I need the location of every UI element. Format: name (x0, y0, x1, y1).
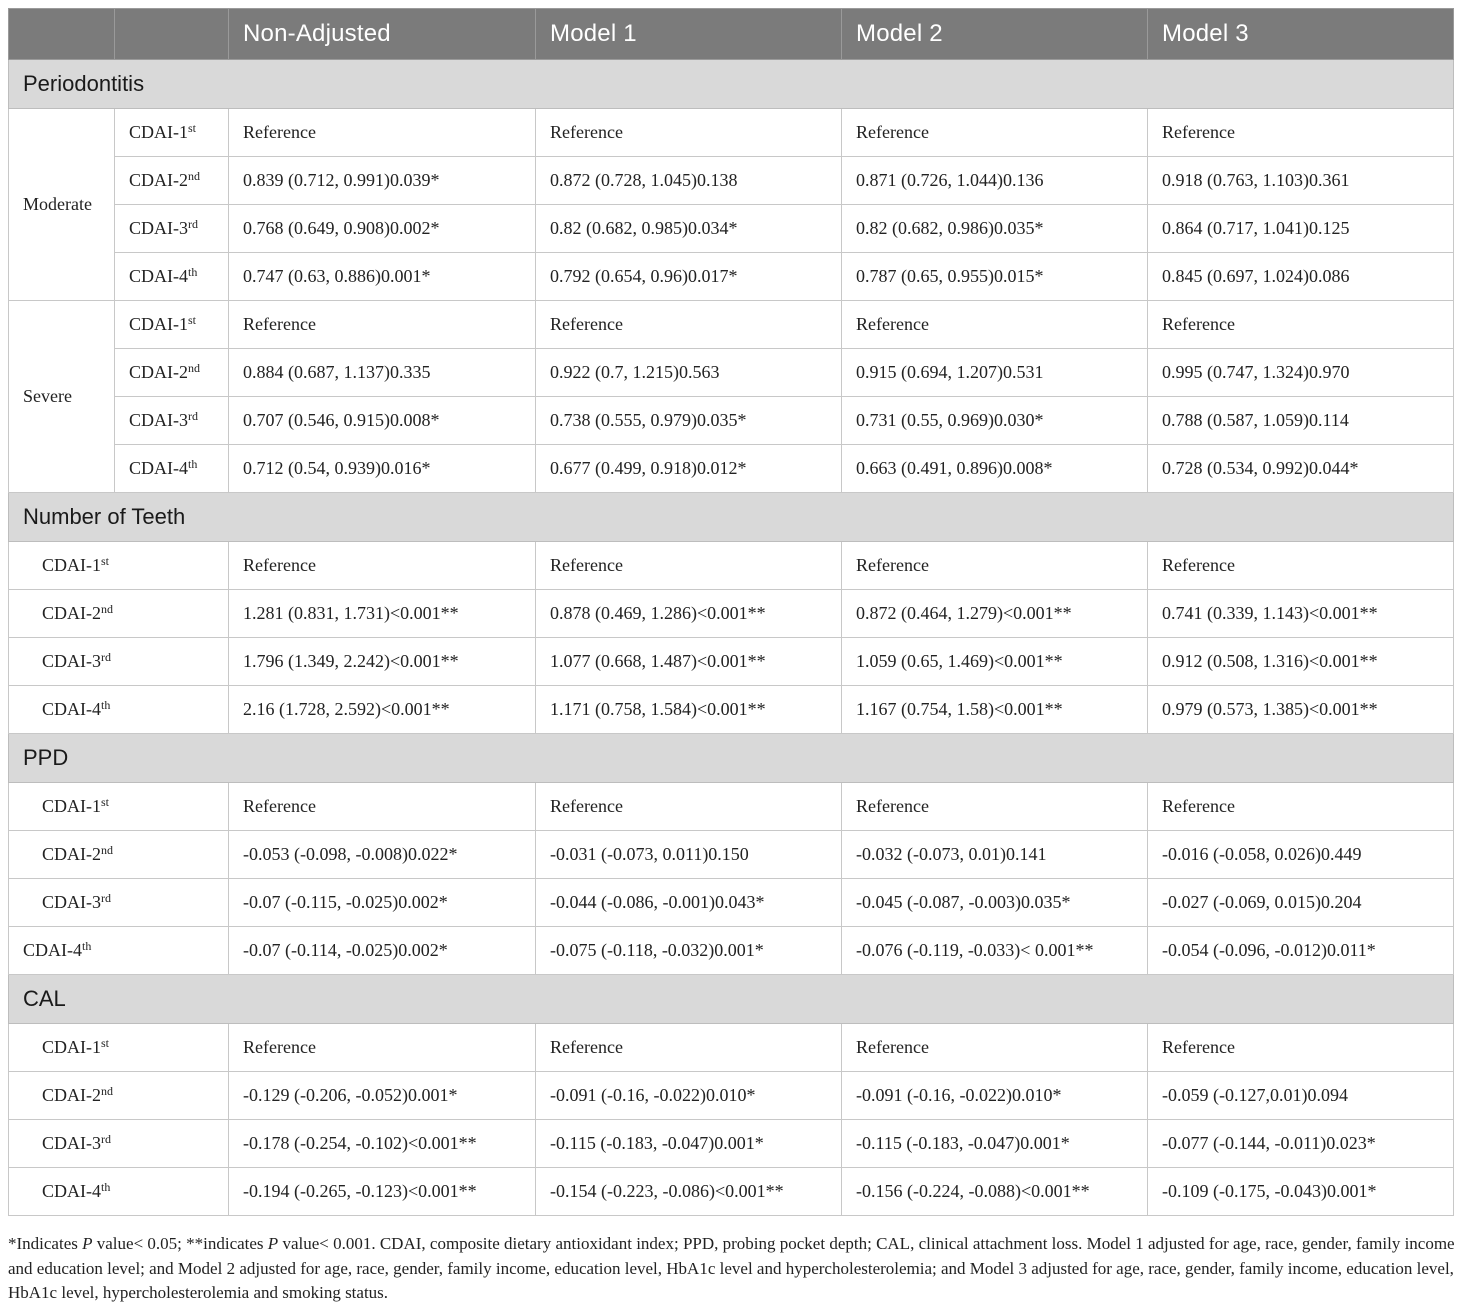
footnote-part-2: value< 0.05; **indicates (92, 1234, 268, 1253)
quartile-label (9, 1024, 229, 1072)
quartile-label (115, 253, 229, 301)
value-cell: Reference (1148, 1024, 1454, 1072)
value-cell: Reference (1148, 301, 1454, 349)
header-row (9, 9, 1454, 60)
value-cell: 1.171 (0.758, 1.584)<0.001** (536, 686, 842, 734)
table-row (9, 349, 1454, 397)
quartile-label (115, 397, 229, 445)
quartile-label (9, 1168, 229, 1216)
quartile-ordinal: nd (101, 843, 113, 857)
quartile-label (9, 590, 229, 638)
value-cell: 0.731 (0.55, 0.969)0.030* (842, 397, 1148, 445)
footnote-p-symbol: P (267, 1234, 279, 1253)
value-cell: 0.788 (0.587, 1.059)0.114 (1148, 397, 1454, 445)
value-cell: 0.871 (0.726, 1.044)0.136 (842, 157, 1148, 205)
value-cell: -0.027 (-0.069, 0.015)0.204 (1148, 879, 1454, 927)
severity-group-label: Moderate (9, 109, 115, 301)
value-cell: Reference (842, 783, 1148, 831)
value-cell: Reference (842, 1024, 1148, 1072)
header-model-2: Model 2 (842, 9, 1148, 60)
header-cell-blank-2 (115, 9, 229, 60)
value-cell: 0.82 (0.682, 0.985)0.034* (536, 205, 842, 253)
quartile-label (115, 109, 229, 157)
quartile-label-text: CDAI-1 (42, 1037, 101, 1057)
section-row-periodontitis (9, 60, 1454, 109)
quartile-label-text: CDAI-1 (42, 796, 101, 816)
table-footnote (8, 1232, 1456, 1306)
value-cell: -0.07 (-0.114, -0.025)0.002* (229, 927, 536, 975)
value-cell: 0.979 (0.573, 1.385)<0.001** (1148, 686, 1454, 734)
quartile-label-text: CDAI-1 (129, 314, 188, 334)
value-cell: -0.077 (-0.144, -0.011)0.023* (1148, 1120, 1454, 1168)
table-row (9, 397, 1454, 445)
quartile-label (115, 301, 229, 349)
footnote-p-symbol: P (82, 1234, 93, 1253)
table-row (9, 301, 1454, 349)
value-cell: 1.796 (1.349, 2.242)<0.001** (229, 638, 536, 686)
quartile-label (9, 638, 229, 686)
value-cell: -0.059 (-0.127,0.01)0.094 (1148, 1072, 1454, 1120)
value-cell: Reference (229, 783, 536, 831)
value-cell: -0.044 (-0.086, -0.001)0.043* (536, 879, 842, 927)
value-cell: 0.663 (0.491, 0.896)0.008* (842, 445, 1148, 493)
value-cell: -0.115 (-0.183, -0.047)0.001* (842, 1120, 1148, 1168)
quartile-label-text: CDAI-2 (129, 170, 188, 190)
value-cell: 0.82 (0.682, 0.986)0.035* (842, 205, 1148, 253)
value-cell: 0.915 (0.694, 1.207)0.531 (842, 349, 1148, 397)
value-cell: -0.031 (-0.073, 0.011)0.150 (536, 831, 842, 879)
table-row (9, 445, 1454, 493)
section-row (9, 493, 1454, 542)
quartile-ordinal: nd (188, 169, 200, 183)
quartile-label (115, 349, 229, 397)
header-model-1: Model 1 (536, 9, 842, 60)
value-cell: Reference (536, 783, 842, 831)
value-cell: 0.712 (0.54, 0.939)0.016* (229, 445, 536, 493)
quartile-label-text: CDAI-1 (42, 555, 101, 575)
value-cell: 0.677 (0.499, 0.918)0.012* (536, 445, 842, 493)
quartile-label-text: CDAI-4 (23, 940, 82, 960)
quartile-label-text: CDAI-3 (129, 218, 188, 238)
header-non-adjusted: Non-Adjusted (229, 9, 536, 60)
table-row (9, 1072, 1454, 1120)
quartile-label (9, 1120, 229, 1168)
quartile-ordinal: nd (188, 361, 200, 375)
value-cell: 0.995 (0.747, 1.324)0.970 (1148, 349, 1454, 397)
value-cell: -0.032 (-0.073, 0.01)0.141 (842, 831, 1148, 879)
value-cell: -0.016 (-0.058, 0.026)0.449 (1148, 831, 1454, 879)
value-cell: 1.167 (0.754, 1.58)<0.001** (842, 686, 1148, 734)
table-row (9, 590, 1454, 638)
quartile-ordinal: st (101, 1036, 110, 1050)
value-cell: 0.787 (0.65, 0.955)0.015* (842, 253, 1148, 301)
value-cell: Reference (1148, 542, 1454, 590)
value-cell: Reference (842, 542, 1148, 590)
table-row (9, 927, 1454, 975)
value-cell: -0.115 (-0.183, -0.047)0.001* (536, 1120, 842, 1168)
value-cell: 1.059 (0.65, 1.469)<0.001** (842, 638, 1148, 686)
quartile-label-text: CDAI-2 (42, 1085, 101, 1105)
header-model-3: Model 3 (1148, 9, 1454, 60)
quartile-ordinal: rd (188, 409, 198, 423)
quartile-label-text: CDAI-3 (42, 892, 101, 912)
quartile-label (115, 445, 229, 493)
quartile-ordinal: st (101, 795, 110, 809)
value-cell: 0.707 (0.546, 0.915)0.008* (229, 397, 536, 445)
section-row (9, 734, 1454, 783)
table-row (9, 879, 1454, 927)
value-cell: -0.091 (-0.16, -0.022)0.010* (536, 1072, 842, 1120)
quartile-ordinal: th (188, 265, 198, 279)
quartile-ordinal: st (188, 121, 197, 135)
quartile-label-text: CDAI-4 (129, 458, 188, 478)
quartile-label (9, 927, 229, 975)
quartile-ordinal: nd (101, 1084, 113, 1098)
quartile-ordinal: st (188, 313, 197, 327)
value-cell: 0.741 (0.339, 1.143)<0.001** (1148, 590, 1454, 638)
value-cell: 0.728 (0.534, 0.992)0.044* (1148, 445, 1454, 493)
quartile-ordinal: rd (101, 650, 111, 664)
section-row (9, 975, 1454, 1024)
results-table (8, 8, 1454, 1216)
quartile-ordinal: th (188, 457, 198, 471)
quartile-ordinal: th (101, 698, 111, 712)
value-cell: Reference (842, 301, 1148, 349)
quartile-label-text: CDAI-2 (42, 603, 101, 623)
quartile-label-text: CDAI-3 (42, 651, 101, 671)
value-cell: Reference (229, 301, 536, 349)
value-cell: 0.872 (0.728, 1.045)0.138 (536, 157, 842, 205)
value-cell: 0.845 (0.697, 1.024)0.086 (1148, 253, 1454, 301)
section-title: Periodontitis (9, 60, 1454, 109)
quartile-label (9, 831, 229, 879)
value-cell: -0.129 (-0.206, -0.052)0.001* (229, 1072, 536, 1120)
table-row (9, 157, 1454, 205)
quartile-label-text: CDAI-4 (42, 699, 101, 719)
header-cell-blank-1 (9, 9, 115, 60)
value-cell: Reference (229, 109, 536, 157)
table-row (9, 638, 1454, 686)
table-row (9, 253, 1454, 301)
section-title: CAL (9, 975, 1454, 1024)
results-table-container (8, 8, 1453, 1216)
value-cell: -0.076 (-0.119, -0.033)< 0.001** (842, 927, 1148, 975)
value-cell: Reference (536, 542, 842, 590)
value-cell: -0.194 (-0.265, -0.123)<0.001** (229, 1168, 536, 1216)
quartile-ordinal: th (101, 1180, 111, 1194)
value-cell: 0.747 (0.63, 0.886)0.001* (229, 253, 536, 301)
value-cell: 0.872 (0.464, 1.279)<0.001** (842, 590, 1148, 638)
section-title: Number of Teeth (9, 493, 1454, 542)
quartile-label (9, 686, 229, 734)
value-cell: -0.075 (-0.118, -0.032)0.001* (536, 927, 842, 975)
quartile-label-text: CDAI-3 (129, 410, 188, 430)
value-cell: Reference (536, 1024, 842, 1072)
quartile-ordinal: rd (188, 217, 198, 231)
quartile-label-text: CDAI-4 (129, 266, 188, 286)
quartile-label (115, 157, 229, 205)
value-cell: 2.16 (1.728, 2.592)<0.001** (229, 686, 536, 734)
value-cell: -0.178 (-0.254, -0.102)<0.001** (229, 1120, 536, 1168)
quartile-label (115, 205, 229, 253)
quartile-ordinal: th (82, 939, 92, 953)
value-cell: Reference (536, 109, 842, 157)
value-cell: 0.922 (0.7, 1.215)0.563 (536, 349, 842, 397)
value-cell: 0.792 (0.654, 0.96)0.017* (536, 253, 842, 301)
quartile-label (9, 783, 229, 831)
table-row (9, 831, 1454, 879)
value-cell: 0.884 (0.687, 1.137)0.335 (229, 349, 536, 397)
value-cell: -0.156 (-0.224, -0.088)<0.001** (842, 1168, 1148, 1216)
severity-group-label: Severe (9, 301, 115, 493)
footnote-part-1: *Indicates (8, 1234, 83, 1253)
quartile-ordinal: rd (101, 1132, 111, 1146)
value-cell: -0.109 (-0.175, -0.043)0.001* (1148, 1168, 1454, 1216)
table-row (9, 542, 1454, 590)
table-row (9, 783, 1454, 831)
value-cell: 0.768 (0.649, 0.908)0.002* (229, 205, 536, 253)
value-cell: -0.154 (-0.223, -0.086)<0.001** (536, 1168, 842, 1216)
table-row (9, 1120, 1454, 1168)
footnote-part-3: value< 0.001. CDAI, composite dietary antioxidant index; PPD, probing pocket depth; CAL, clinical attachment loss. Model 1 adjusted for age, race, gender, family income and education level; and Model 2 adjusted for age, race, gender, family income, education level, HbA1c level and hypercholesterolemia; and Model 3 adjusted for age, race, gender, family income, education level, HbA1c level, hypercholesterolemia and smoking status. (8, 1234, 1455, 1302)
quartile-label-text: CDAI-4 (42, 1181, 101, 1201)
quartile-label-text: CDAI-2 (129, 362, 188, 382)
value-cell: -0.091 (-0.16, -0.022)0.010* (842, 1072, 1148, 1120)
quartile-ordinal: rd (101, 891, 111, 905)
value-cell: Reference (229, 1024, 536, 1072)
value-cell: 0.839 (0.712, 0.991)0.039* (229, 157, 536, 205)
value-cell: Reference (842, 109, 1148, 157)
table-row (9, 686, 1454, 734)
quartile-label (9, 879, 229, 927)
value-cell: Reference (229, 542, 536, 590)
value-cell: Reference (1148, 783, 1454, 831)
value-cell: -0.054 (-0.096, -0.012)0.011* (1148, 927, 1454, 975)
value-cell: -0.045 (-0.087, -0.003)0.035* (842, 879, 1148, 927)
quartile-ordinal: nd (101, 602, 113, 616)
quartile-label-text: CDAI-1 (129, 122, 188, 142)
table-body (9, 60, 1454, 1216)
table-row (9, 1024, 1454, 1072)
quartile-ordinal: st (101, 554, 110, 568)
value-cell: Reference (536, 301, 842, 349)
value-cell: 1.077 (0.668, 1.487)<0.001** (536, 638, 842, 686)
value-cell: 0.738 (0.555, 0.979)0.035* (536, 397, 842, 445)
quartile-label (9, 1072, 229, 1120)
value-cell: Reference (1148, 109, 1454, 157)
value-cell: -0.07 (-0.115, -0.025)0.002* (229, 879, 536, 927)
table-row (9, 109, 1454, 157)
table-row (9, 205, 1454, 253)
value-cell: 1.281 (0.831, 1.731)<0.001** (229, 590, 536, 638)
value-cell: -0.053 (-0.098, -0.008)0.022* (229, 831, 536, 879)
value-cell: 0.864 (0.717, 1.041)0.125 (1148, 205, 1454, 253)
quartile-label (9, 542, 229, 590)
table-row (9, 1168, 1454, 1216)
value-cell: 0.878 (0.469, 1.286)<0.001** (536, 590, 842, 638)
quartile-label-text: CDAI-3 (42, 1133, 101, 1153)
value-cell: 0.918 (0.763, 1.103)0.361 (1148, 157, 1454, 205)
quartile-label-text: CDAI-2 (42, 844, 101, 864)
section-title: PPD (9, 734, 1454, 783)
value-cell: 0.912 (0.508, 1.316)<0.001** (1148, 638, 1454, 686)
